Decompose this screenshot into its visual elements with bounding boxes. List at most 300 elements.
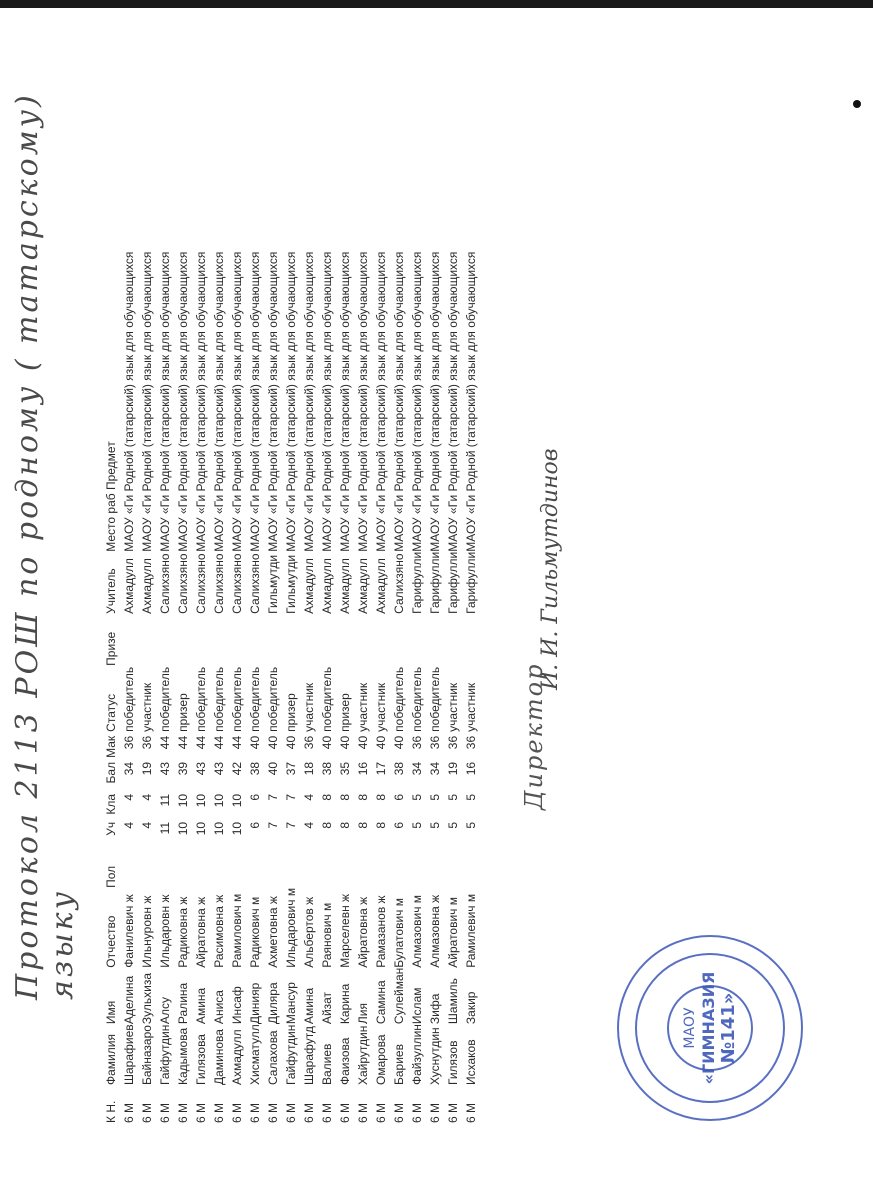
table-row <box>264 252 282 1123</box>
table-cell: МАОУ «Ги Родной (татарский) язык для обучающихся <box>140 251 154 552</box>
table-cell: МАОУ «Ги Родной (татарский) язык для обучающихся <box>284 251 298 552</box>
table-cell: Ахмадулл <box>356 558 370 614</box>
table-cell: Даминова <box>212 1029 226 1085</box>
table-cell: 6 М <box>338 1102 352 1123</box>
table-cell: 5 <box>464 793 478 801</box>
school-stamp <box>610 928 810 1128</box>
table-cell: Фамилия <box>104 1034 118 1085</box>
table-cell: 8 <box>338 793 352 801</box>
table-cell: 39 <box>176 761 190 776</box>
table-cell: Карина <box>338 983 352 1025</box>
table-cell: 36 <box>410 735 424 750</box>
table-cell: Кла <box>104 793 118 815</box>
table-cell: Айратовна ж <box>356 896 370 968</box>
table-cell <box>336 614 354 666</box>
table-cell <box>372 848 390 888</box>
table-cell <box>390 614 408 666</box>
table-cell <box>444 614 462 666</box>
table-cell <box>264 614 282 666</box>
table-cell: Гилязова <box>194 1034 208 1085</box>
table-cell: 40 <box>284 735 298 750</box>
table-cell: 8 <box>320 793 334 801</box>
table-cell: Раянович м <box>320 902 334 968</box>
table-cell: МАОУ «Ги Родной (татарский) язык для обучающихся <box>464 251 478 552</box>
table-cell: 36 <box>140 735 154 750</box>
table-cell <box>210 848 228 888</box>
table-cell: Зульхиза <box>140 972 154 1025</box>
table-cell: 8 <box>338 821 352 829</box>
table-cell: 40 <box>356 735 370 750</box>
table-cell: 6 М <box>230 1102 244 1123</box>
table-cell: 37 <box>284 761 298 776</box>
table-cell: МАОУ «Ги Родной (татарский) язык для обучающихся <box>248 251 262 552</box>
table-row <box>246 252 264 1123</box>
table-cell: 38 <box>392 761 406 776</box>
table-cell: Гарифулли <box>464 551 478 614</box>
table-cell: Ахмадулл <box>122 558 136 614</box>
table-cell: победитель <box>266 666 280 732</box>
table-cell <box>444 848 462 888</box>
table-cell: 6 М <box>212 1102 226 1123</box>
table-cell: Валиев <box>320 1043 334 1085</box>
table-cell: 40 <box>338 735 352 750</box>
table-cell: 7 <box>284 821 298 829</box>
table-cell: 8 <box>374 821 388 829</box>
table-cell: 6 <box>392 793 406 801</box>
table-cell: 6 М <box>158 1102 172 1123</box>
table-cell: Салихзяно <box>230 553 244 614</box>
table-cell: Пол <box>104 865 118 888</box>
table-cell: 6 М <box>446 1102 460 1123</box>
table-cell: 6 М <box>284 1102 298 1123</box>
table-cell: Омарова <box>374 1034 388 1085</box>
table-cell: победитель <box>212 666 226 732</box>
table-cell: 6 М <box>194 1102 208 1123</box>
table-cell: Айзат <box>320 991 334 1025</box>
table-cell: 7 <box>266 793 280 801</box>
table-cell: победитель <box>122 666 136 732</box>
director-name: И. И. Гильмутдинов <box>538 448 563 690</box>
table-cell: 43 <box>212 761 226 776</box>
table-cell: участник <box>140 682 154 732</box>
table-cell: 4 <box>122 821 136 829</box>
table-cell: 17 <box>374 761 388 776</box>
table-cell: 6 М <box>356 1102 370 1123</box>
table-row <box>390 252 408 1123</box>
table-cell: 8 <box>356 793 370 801</box>
table-cell: Салихзяно <box>248 553 262 614</box>
stamp-line-3: №141» <box>718 992 739 1064</box>
table-row <box>462 252 480 1123</box>
table-cell: 44 <box>194 735 208 750</box>
table-cell: 40 <box>248 735 262 750</box>
table-row <box>354 252 372 1123</box>
ink-dot <box>853 100 861 108</box>
table-cell: МАОУ «Ги Родной (татарский) язык для обучающихся <box>428 251 442 552</box>
table-cell: 40 <box>266 761 280 776</box>
table-cell: 6 <box>248 821 262 829</box>
table-cell: 5 <box>410 821 424 829</box>
table-cell <box>354 848 372 888</box>
table-cell: 16 <box>464 761 478 776</box>
table-cell: МАОУ «Ги Родной (татарский) язык для обучающихся <box>446 251 460 552</box>
table-cell: Шарафутд <box>302 1026 316 1085</box>
table-cell: 44 <box>230 735 244 750</box>
table-cell <box>318 848 336 888</box>
table-cell: МАОУ «Ги Родной (татарский) язык для обучающихся <box>356 251 370 552</box>
table-cell: 10 <box>212 793 226 808</box>
table-cell: Амина <box>302 987 316 1025</box>
table-cell: Мак <box>104 735 118 758</box>
table-cell: Самина <box>374 980 388 1025</box>
table-cell: 35 <box>338 761 352 776</box>
table-cell <box>462 614 480 666</box>
table-cell: 10 <box>194 793 208 808</box>
table-cell <box>192 848 210 888</box>
table-cell: Гильмутди <box>284 554 298 614</box>
table-cell <box>426 848 444 888</box>
table-cell <box>174 614 192 666</box>
table-cell <box>120 614 138 666</box>
table-cell: Аниса <box>212 990 226 1025</box>
table-row <box>174 252 192 1123</box>
table-cell: Ахмадулл <box>374 558 388 614</box>
table-cell: 10 <box>230 793 244 808</box>
table-row <box>408 252 426 1123</box>
table-cell: Ильнуровн ж <box>140 895 154 968</box>
table-cell: Алмазовна ж <box>428 894 442 968</box>
table-cell: участник <box>374 682 388 732</box>
table-cell: МАОУ «Ги Родной (татарский) язык для обучающихся <box>392 251 406 552</box>
table-cell: 6 М <box>266 1102 280 1123</box>
table-cell <box>228 848 246 888</box>
table-cell: 10 <box>176 793 190 808</box>
table-cell: Булатович м <box>392 898 406 968</box>
table-cell: Имя <box>104 1000 118 1025</box>
table-cell: 36 <box>464 735 478 750</box>
table-cell <box>246 848 264 888</box>
table-cell: 5 <box>446 821 460 829</box>
table-cell: Ислам <box>410 987 424 1025</box>
table-cell: 4 <box>302 793 316 801</box>
table-cell: Айратович м <box>446 896 460 968</box>
table-cell: 40 <box>392 735 406 750</box>
table-cell: МАОУ «Ги Родной (татарский) язык для обучающихся <box>320 251 334 552</box>
table-row <box>372 252 390 1123</box>
table-cell: Марселевн ж <box>338 893 352 968</box>
table-cell: Бал <box>104 761 118 784</box>
table-cell: 6 <box>392 821 406 829</box>
table-cell: Салихзяно <box>212 553 226 614</box>
table-cell: победитель <box>194 666 208 732</box>
table-cell: 43 <box>158 761 172 776</box>
table-cell: Ахмадулл <box>338 558 352 614</box>
table-cell: Фаизова <box>338 1037 352 1085</box>
table-cell: 34 <box>428 761 442 776</box>
table-cell: Ралина <box>176 982 190 1025</box>
table-cell: МАОУ «Ги Родной (татарский) язык для обучающихся <box>212 251 226 552</box>
table-cell: 38 <box>320 761 334 776</box>
table-cell: Учитель <box>104 568 118 614</box>
director-signature: Директор <box>520 662 548 810</box>
table-cell: победитель <box>158 666 172 732</box>
table-cell: МАОУ «Ги Родной (татарский) язык для обучающихся <box>374 251 388 552</box>
table-cell: Салихзяно <box>194 553 208 614</box>
table-cell: Салахова <box>266 1030 280 1085</box>
table-cell: 6 М <box>122 1102 136 1123</box>
table-cell: 6 М <box>140 1102 154 1123</box>
table-cell: 42 <box>230 761 244 776</box>
table-cell: Алсу <box>158 997 172 1025</box>
table-cell: 6 М <box>176 1102 190 1123</box>
table-cell: призер <box>284 693 298 732</box>
table-cell: Ильдаровн ж <box>158 894 172 968</box>
results-table <box>102 252 480 1123</box>
table-cell: участник <box>464 682 478 732</box>
table-cell: призер <box>338 693 352 732</box>
table-cell <box>462 848 480 888</box>
table-row <box>426 252 444 1123</box>
table-cell: Хисматулл <box>248 1024 262 1085</box>
table-row <box>138 252 156 1123</box>
table-cell: 5 <box>464 821 478 829</box>
table-cell <box>300 614 318 666</box>
table-cell: Мансур <box>284 982 298 1025</box>
table-cell: Салихзяно <box>176 553 190 614</box>
table-cell: Хайрутдин <box>356 1025 370 1085</box>
table-cell: 44 <box>176 735 190 750</box>
table-cell: 11 <box>158 793 172 807</box>
table-row <box>318 252 336 1123</box>
table-cell <box>210 614 228 666</box>
table-cell: Радиковна ж <box>176 896 190 968</box>
table-cell: участник <box>356 682 370 732</box>
table-cell: Диляра <box>266 982 280 1025</box>
table-cell: 6 <box>248 793 262 801</box>
table-cell: 36 <box>428 735 442 750</box>
table-row <box>282 252 300 1123</box>
table-cell <box>120 848 138 888</box>
table-cell <box>138 614 156 666</box>
table-cell: 40 <box>374 735 388 750</box>
table-cell: Амина <box>194 987 208 1025</box>
table-cell: Отчество <box>104 915 118 968</box>
table-cell: 44 <box>212 735 226 750</box>
table-cell <box>174 848 192 888</box>
table-cell: 6 М <box>464 1102 478 1123</box>
table-cell: 4 <box>122 793 136 801</box>
table-cell <box>390 848 408 888</box>
table-cell: Гарифулли <box>428 551 442 614</box>
table-cell: участник <box>446 682 460 732</box>
table-cell <box>138 848 156 888</box>
table-cell: 36 <box>302 735 316 750</box>
table-cell: 19 <box>140 761 154 776</box>
table-cell: 34 <box>122 761 136 776</box>
table-cell: 43 <box>194 761 208 776</box>
table-cell: Альбертов ж <box>302 896 316 968</box>
table-row <box>156 252 174 1123</box>
table-cell: Гайфутдин <box>158 1024 172 1085</box>
table-cell: 10 <box>230 821 244 836</box>
table-cell: Статус <box>104 693 118 732</box>
table-cell: Гильмутди <box>266 554 280 614</box>
table-cell: Радикович м <box>248 896 262 968</box>
table-cell: 11 <box>158 821 172 835</box>
table-cell: Рамилевич м <box>464 893 478 968</box>
table-cell <box>354 614 372 666</box>
table-cell: Гилязов <box>446 1040 460 1085</box>
table-cell: Шамиль <box>446 978 460 1025</box>
table-cell: Алмазович м <box>410 894 424 968</box>
table-cell: 5 <box>446 793 460 801</box>
table-cell: 7 <box>266 821 280 829</box>
table-cell <box>372 614 390 666</box>
table-cell: Рамилович м <box>230 893 244 968</box>
table-header-row <box>102 252 120 1123</box>
table-cell: 6 М <box>428 1102 442 1123</box>
table-cell: Фанилевич ж <box>122 894 136 968</box>
table-cell: Расимовна ж <box>212 894 226 968</box>
table-cell: Файзуллин <box>410 1024 424 1085</box>
table-cell <box>336 848 354 888</box>
results-table-body <box>102 252 480 1123</box>
table-cell: Сулейман <box>392 967 406 1025</box>
table-cell <box>318 614 336 666</box>
table-cell: Байназаро <box>140 1025 154 1085</box>
table-cell: 8 <box>356 821 370 829</box>
table-cell: МАОУ «Ги Родной (татарский) язык для обучающихся <box>158 251 172 552</box>
table-cell: Ахмадулл <box>230 1029 244 1085</box>
table-cell: 10 <box>212 821 226 836</box>
table-cell: 19 <box>446 761 460 776</box>
table-cell: 34 <box>410 761 424 776</box>
table-cell: Гарифулли <box>446 551 460 614</box>
table-cell: 36 <box>446 735 460 750</box>
table-row <box>120 252 138 1123</box>
table-cell: Лия <box>356 1002 370 1025</box>
table-cell <box>246 614 264 666</box>
table-cell: 7 <box>284 793 298 801</box>
table-cell: 44 <box>158 735 172 750</box>
table-cell <box>264 848 282 888</box>
table-cell: МАОУ «Ги Родной (татарский) язык для обучающихся <box>176 251 190 552</box>
table-cell: 6 М <box>302 1102 316 1123</box>
table-cell: Закир <box>464 991 478 1025</box>
table-cell: МАОУ «Ги Родной (татарский) язык для обучающихся <box>302 251 316 552</box>
table-cell <box>426 614 444 666</box>
table-cell <box>192 614 210 666</box>
table-cell <box>282 614 300 666</box>
table-cell: 5 <box>428 821 442 829</box>
table-cell <box>282 848 300 888</box>
table-cell: Ахметовна ж <box>266 896 280 968</box>
table-row <box>210 252 228 1123</box>
table-cell: Рамазанов ж <box>374 895 388 968</box>
table-cell: 6 М <box>374 1102 388 1123</box>
table-row <box>444 252 462 1123</box>
table-cell: Аделина <box>122 975 136 1025</box>
table-cell: К Н. <box>104 1100 118 1123</box>
table-cell: Гарифулли <box>410 551 424 614</box>
table-cell: 6 М <box>320 1102 334 1123</box>
table-row <box>228 252 246 1123</box>
table-cell: Ахмадулл <box>302 558 316 614</box>
table-cell: 40 <box>266 735 280 750</box>
table-cell: Айратовна ж <box>194 896 208 968</box>
stamp-line-1: МАОУ <box>682 1007 698 1049</box>
table-cell: 10 <box>176 821 190 836</box>
table-cell <box>228 614 246 666</box>
table-cell: 36 <box>122 735 136 750</box>
table-cell: призер <box>176 693 190 732</box>
table-cell: МАОУ «Ги Родной (татарский) язык для обучающихся <box>410 251 424 552</box>
table-cell: 4 <box>140 821 154 829</box>
table-cell: Шарафиев <box>122 1024 136 1085</box>
table-cell: 16 <box>356 761 370 776</box>
table-cell: Исхаков <box>464 1039 478 1085</box>
table-cell: победитель <box>410 666 424 732</box>
table-cell: Кадымова <box>176 1027 190 1085</box>
table-cell: Ахмадулл <box>320 558 334 614</box>
table-cell <box>408 614 426 666</box>
table-cell: Зифа <box>428 993 442 1025</box>
table-cell: Инсаф <box>230 986 244 1025</box>
table-cell: 5 <box>428 793 442 801</box>
table-cell: МАОУ «Ги Родной (татарский) язык для обучающихся <box>194 251 208 552</box>
table-cell: 38 <box>248 761 262 776</box>
table-cell <box>300 848 318 888</box>
table-cell: Бариев <box>392 1044 406 1085</box>
table-cell: Место раб Предмет <box>104 441 118 552</box>
table-row <box>192 252 210 1123</box>
table-cell: победитель <box>320 666 334 732</box>
table-cell: МАОУ «Ги Родной (татарский) язык для обучающихся <box>338 251 352 552</box>
table-cell: 18 <box>302 761 316 776</box>
table-cell: МАОУ «Ги Родной (татарский) язык для обучающихся <box>266 251 280 552</box>
table-cell <box>408 848 426 888</box>
table-cell: 4 <box>140 793 154 801</box>
table-cell: Салихзяно <box>158 553 172 614</box>
table-cell: Ахмадулл <box>140 558 154 614</box>
table-cell: 8 <box>374 793 388 801</box>
table-cell: победитель <box>248 666 262 732</box>
table-cell: МАОУ «Ги Родной (татарский) язык для обучающихся <box>122 251 136 552</box>
table-cell: МАОУ «Ги Родной (татарский) язык для обучающихся <box>230 251 244 552</box>
table-cell: Хуснутдин <box>428 1027 442 1085</box>
handwritten-title: Протокол 2113 РОШ по родному ( татарскому) языку <box>10 92 80 1000</box>
stamp-line-2: «ГИМНАЗИЯ <box>699 971 718 1085</box>
table-cell: 40 <box>320 735 334 750</box>
table-cell: 4 <box>302 821 316 829</box>
table-cell: 10 <box>194 821 208 836</box>
table-cell: победитель <box>392 666 406 732</box>
table-cell: Призе <box>104 631 118 666</box>
table-cell: Салихзяно <box>392 553 406 614</box>
table-cell: победитель <box>428 666 442 732</box>
table-cell: победитель <box>230 666 244 732</box>
table-cell <box>156 614 174 666</box>
table-cell: 5 <box>410 793 424 801</box>
table-row <box>336 252 354 1123</box>
table-cell: 6 М <box>248 1102 262 1123</box>
table-cell: 6 М <box>410 1102 424 1123</box>
table-row <box>300 252 318 1123</box>
table-cell: Ильдарович м <box>284 887 298 968</box>
table-cell: Динияр <box>248 982 262 1025</box>
table-cell <box>156 848 174 888</box>
table-cell: участник <box>302 682 316 732</box>
